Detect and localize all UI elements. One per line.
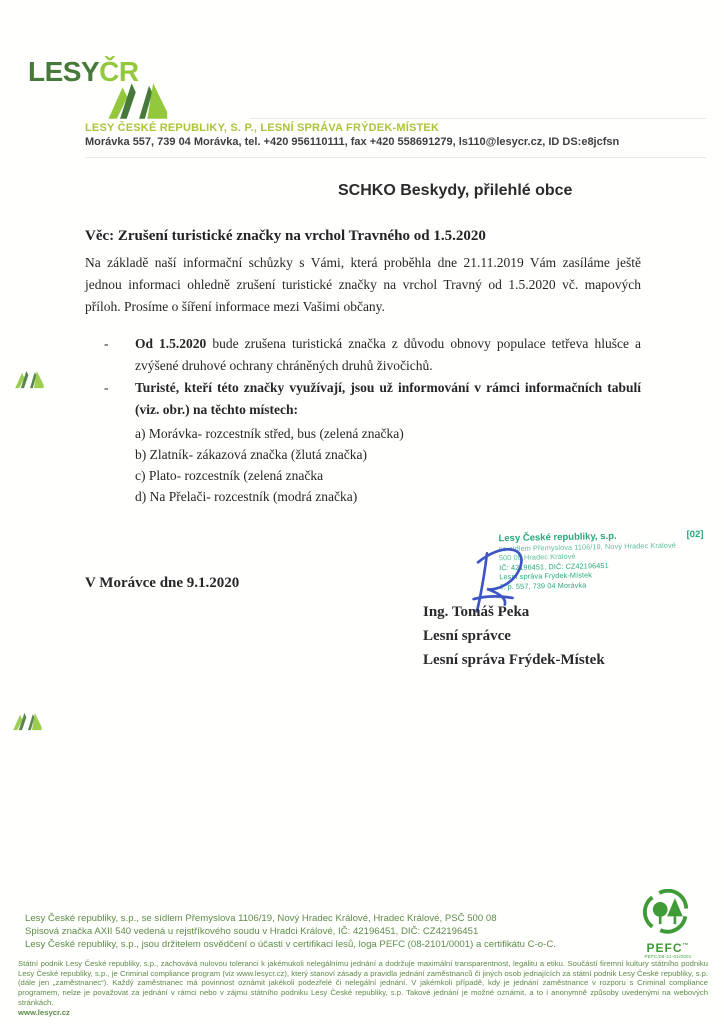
letterhead-org-line: LESY ČESKÉ REPUBLIKY, S. P., LESNÍ SPRÁVA FRÝDEK-MÍSTEK bbox=[85, 122, 440, 134]
tree-watermark-icon bbox=[12, 712, 42, 731]
scan-artifact-line bbox=[85, 157, 706, 158]
bullet-dash: - bbox=[104, 336, 109, 351]
bullet-bold-part: Turisté, kteří této značky využívají, jsou už informování v rámci informačních tabulí (viz. obr.) na těchto místech: bbox=[135, 380, 641, 417]
pefc-logo-icon bbox=[642, 889, 694, 935]
pefc-label: PEFC™ bbox=[646, 941, 690, 955]
intro-paragraph: Na základě naší informační schůzky s Vámi, která proběhla dne 21.11.2019 Vám zasíláme ještě jednou informaci ohledně zrušení turistické značky na vrchol Travný od 1.5.2020 vč. mapových příloh. Prosíme o šíření informace mezi Vašimi občany. bbox=[85, 255, 641, 314]
scan-artifact-line bbox=[250, 118, 706, 119]
bullet-text bbox=[135, 377, 641, 421]
stamp-unit-address: č. p. 557, 739 04 Morávka bbox=[499, 580, 587, 591]
trademark-symbol: ™ bbox=[682, 943, 690, 949]
stamp-unit: Lesní správa Frýdek-Místek bbox=[499, 570, 593, 582]
pefc-license-code: PEFC/08-21-01/0001 bbox=[644, 954, 692, 959]
logo-text-dark: LESY bbox=[28, 56, 100, 87]
website-url: www.lesycr.cz bbox=[18, 1007, 70, 1017]
location-item: d) Na Přelači- rozcestník (modrá značka) bbox=[135, 489, 358, 504]
logo-text-light: ČR bbox=[99, 56, 139, 87]
stamp-ids: IČ: 42196451, DIČ: CZ42196451 bbox=[499, 560, 609, 573]
bullet-bold-part: Od 1.5.2020 bbox=[135, 336, 207, 351]
signatory-unit: Lesní správa Frýdek-Místek bbox=[423, 652, 605, 668]
bullet-dash: - bbox=[104, 380, 109, 395]
location-item: b) Zlatník- zákazová značka (žlutá značka) bbox=[135, 447, 367, 462]
disclaimer-text: Státní podnik Lesy České republiky, s.p., zachovává nulovou toleranci k jakémukoli nelegálnímu jednání a dodržuje maximální transparentnost, legalitu a etiku. Součástí firemní kultury státního podniku Lesy České republiky, s.p., je Criminal compliance program (viz www.lesycr.cz), který stanoví zásady a pravidla jednání zaměstnanců či jiných osob jednajících za státní podnik Lesy České republiky, s.p. (dále jen „zaměstnanec“). Každý zaměstnanec má povinnost oznámit jakékoli podezřelé či nelegální jednání. V jakémkoli případě, kdy je jednání zaměstnance v rozporu s Criminal compliance programem, nelze je považovat za jednání v rámci nebo v zájmu státního podniku Lesy České republiky, s.p. Takové jednání je možné oznámit, a to i anonymně způsoby uvedenými na webových stránkách. bbox=[18, 959, 708, 1007]
bullet-rest-part: bude zrušena turistická značka z důvodu obnovy populace tetřeva hlušce a zvýšené druhové ochrany chráněných druhů živočichů. bbox=[135, 336, 641, 373]
footer-line2: Spisová značka AXII 540 vedená u rejstříkového soudu v Hradci Králové, IČ: 42196451, DIČ: CZ42196451 bbox=[25, 926, 479, 937]
signatory-name: Ing. Tomáš Peka bbox=[423, 604, 530, 620]
location-item: c) Plato- rozcestník (zelená značka bbox=[135, 468, 324, 483]
recipient-line: SCHKO Beskydy, přilehlé obce bbox=[338, 182, 573, 199]
footer-line3: Lesy České republiky, s.p., jsou držitelem osvědčení o účasti v certifikaci lesů, loga PEFC (08-2101/0001) a certifikátu C-o-C. bbox=[25, 939, 556, 950]
location-item: a) Morávka- rozcestník střed, bus (zelená značka) bbox=[135, 426, 404, 441]
signature-block bbox=[423, 600, 605, 672]
letterhead-contact-line: Morávka 557, 739 04 Morávka, tel. +420 956110111, fax +420 558691279, ls110@lesycr.cz, ID DS:e8jcfsn bbox=[85, 136, 620, 148]
tree-logo-icon bbox=[106, 82, 168, 120]
stamp-address1: se sídlem Přemyslova 1106/19, Nový Hradec Králové bbox=[498, 540, 676, 554]
footer-line1: Lesy České republiky, s.p., se sídlem Přemyslova 1106/19, Nový Hradec Králové, Hradec Králové, PSČ 500 08 bbox=[25, 913, 497, 924]
stamp-ref-number: [02] bbox=[686, 528, 704, 541]
tree-watermark-icon bbox=[14, 370, 44, 389]
subject-line: Věc: Zrušení turistické značky na vrchol Travného od 1.5.2020 bbox=[85, 228, 486, 244]
compliance-disclaimer bbox=[18, 959, 708, 1017]
bullet-text bbox=[135, 333, 641, 377]
bullet-item bbox=[85, 377, 641, 421]
bullet-item bbox=[85, 333, 641, 377]
signatory-role: Lesní správce bbox=[423, 628, 511, 644]
pefc-certification-mark bbox=[632, 889, 704, 960]
date-place-line: V Morávce dne 9.1.2020 bbox=[85, 575, 240, 591]
stamp-org: Lesy České republiky, s.p. bbox=[498, 530, 617, 545]
footer-company-info bbox=[25, 912, 556, 951]
location-sublist bbox=[135, 423, 641, 507]
bullet-list bbox=[85, 333, 641, 507]
stamp-address2: 500 08 Hradec Králové bbox=[498, 552, 576, 563]
